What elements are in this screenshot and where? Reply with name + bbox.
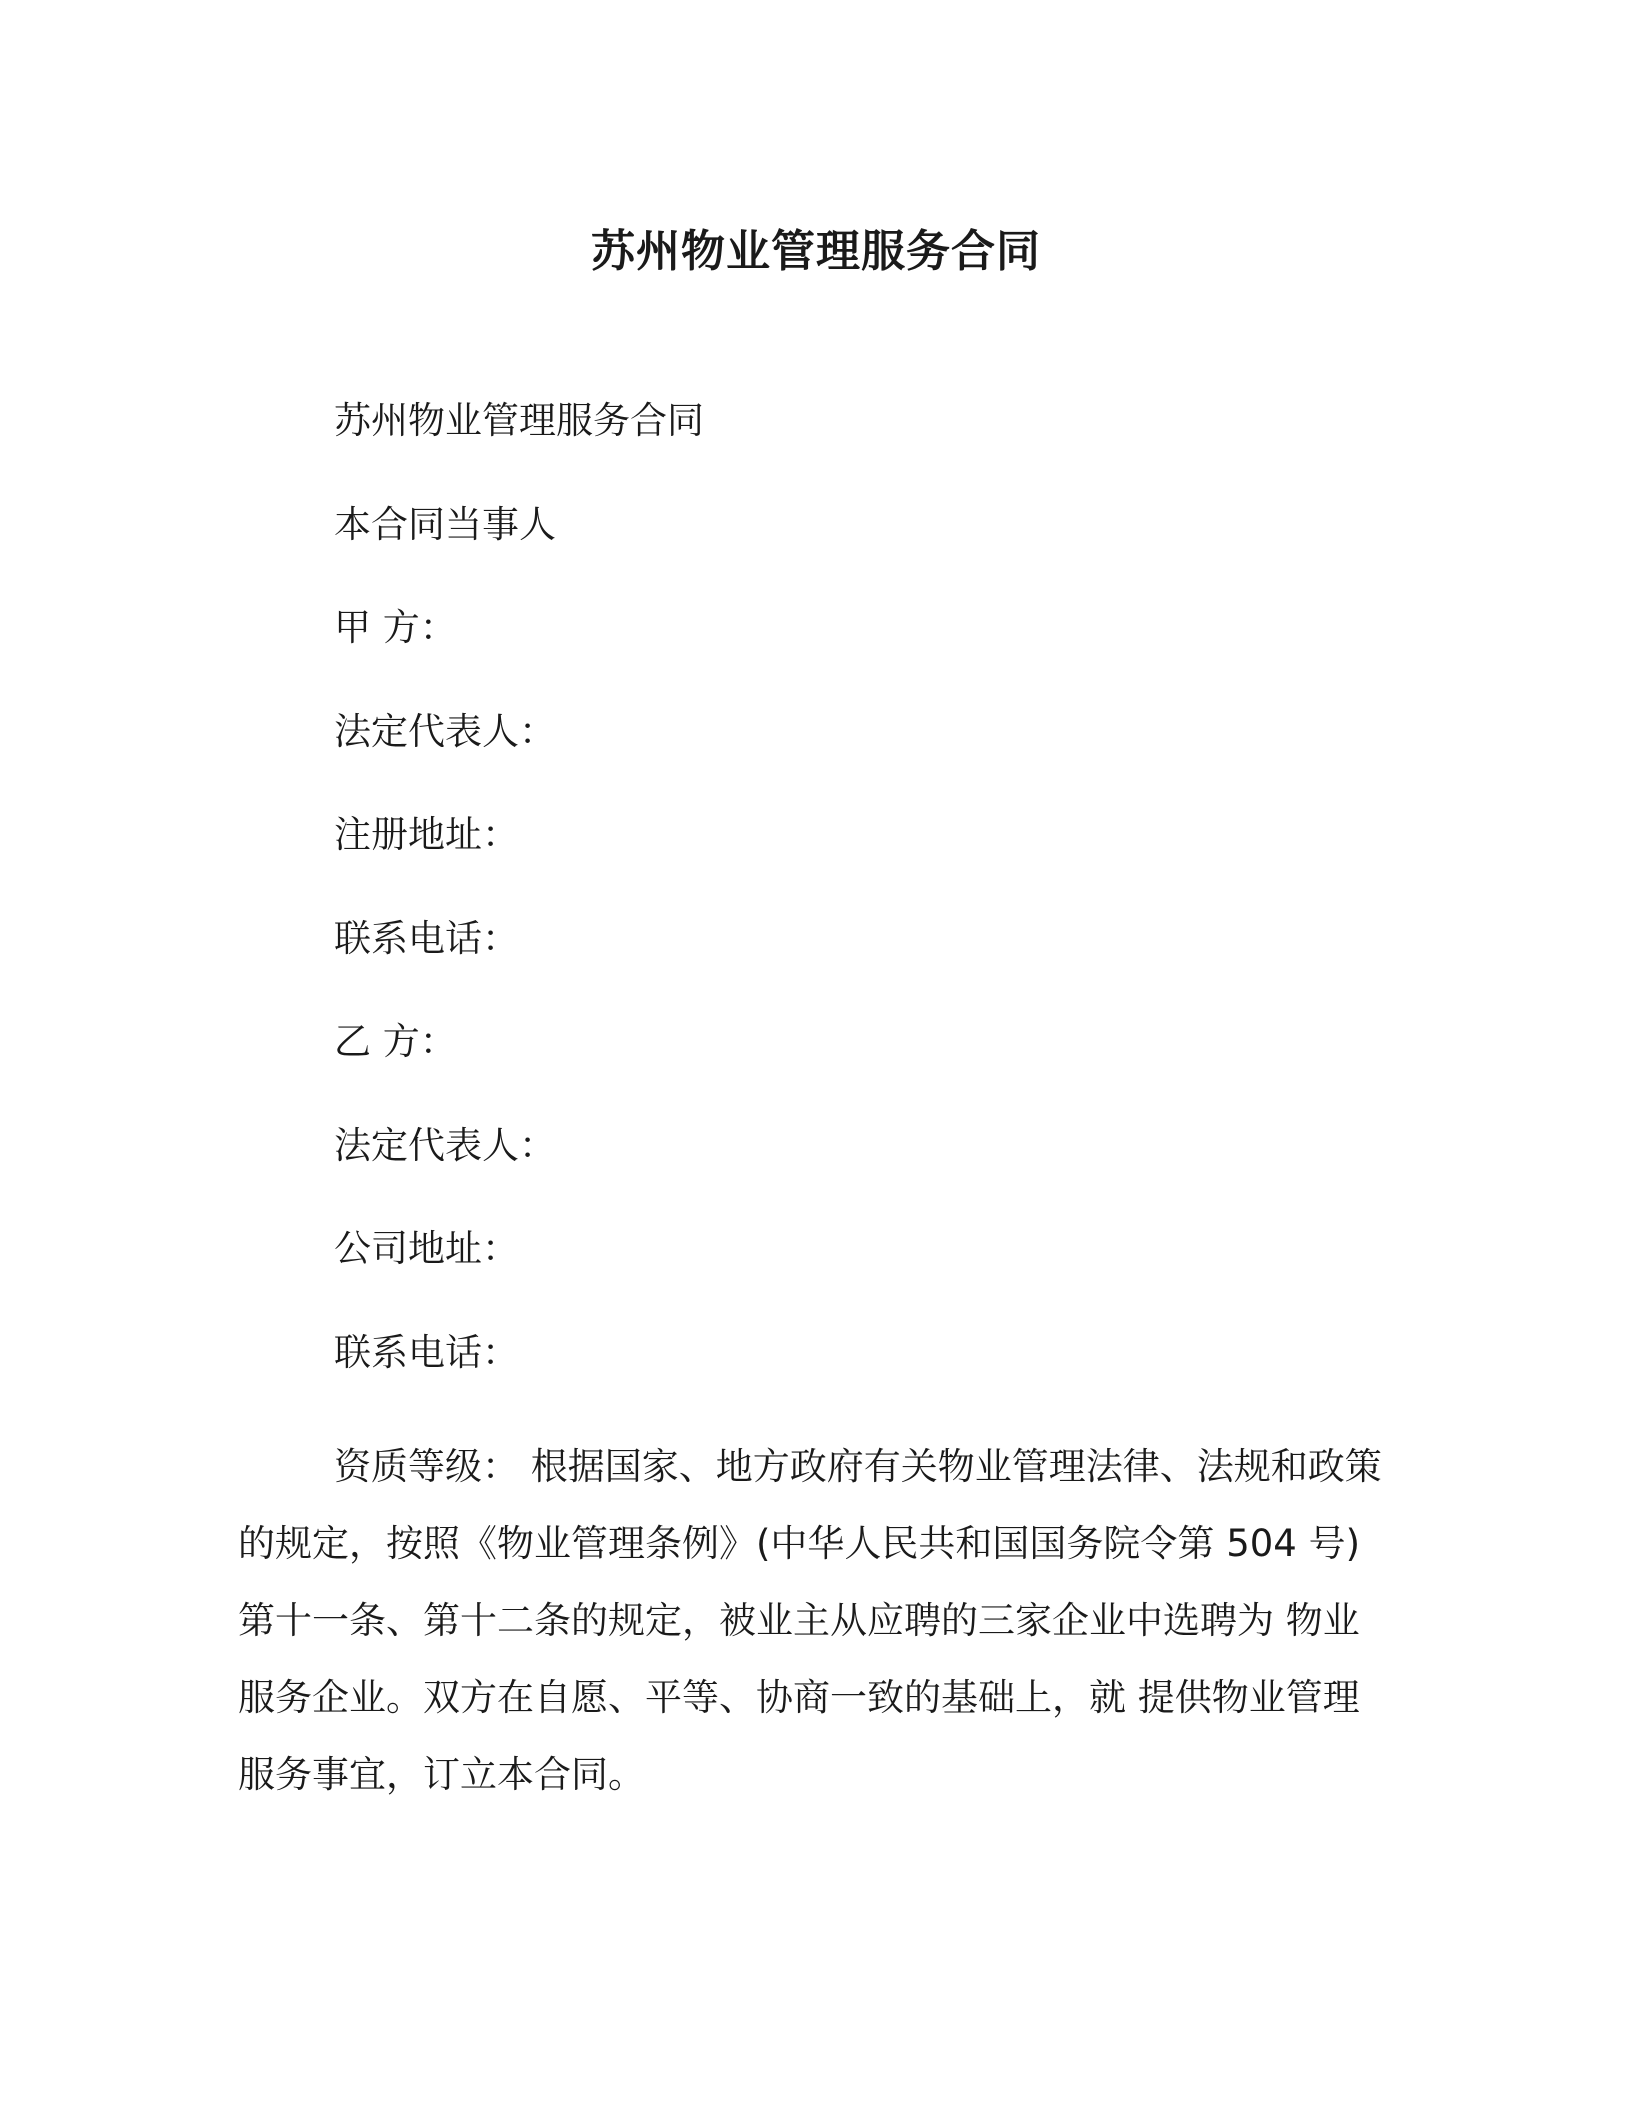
party-b-phone-label: 联系电话：: [334, 1331, 519, 1374]
qualification-paragraph: [238, 1428, 1388, 1813]
party-b-legal-rep-label: 法定代表人：: [334, 1124, 556, 1167]
paragraph-line: 资质等级： 根据国家、地方政府有关物业管理法律、法规和政策: [334, 1445, 1382, 1488]
party-a-address-label: 注册地址：: [334, 813, 519, 856]
paragraph-line: 的规定，按照《物业管理条例》(中华人民共和国国务院令第 504 号): [238, 1522, 1361, 1565]
paragraph-line: 第十一条、第十二条的规定，被业主从应聘的三家企业中选聘为 物业: [238, 1599, 1360, 1642]
party-a-label: 甲 方：: [334, 606, 457, 649]
contract-name-line: 苏州物业管理服务合同: [334, 399, 704, 442]
parties-heading: 本合同当事人: [334, 503, 556, 546]
document-title: 苏州物业管理服务合同: [591, 226, 1041, 277]
party-b-address-label: 公司地址：: [334, 1227, 519, 1270]
party-a-legal-rep-label: 法定代表人：: [334, 710, 556, 753]
party-b-label: 乙 方：: [334, 1020, 457, 1063]
party-a-phone-label: 联系电话：: [334, 917, 519, 960]
paragraph-line: 服务事宜，订立本合同。: [238, 1753, 645, 1796]
paragraph-line: 服务企业。双方在自愿、平等、协商一致的基础上，就 提供物业管理: [238, 1676, 1360, 1719]
